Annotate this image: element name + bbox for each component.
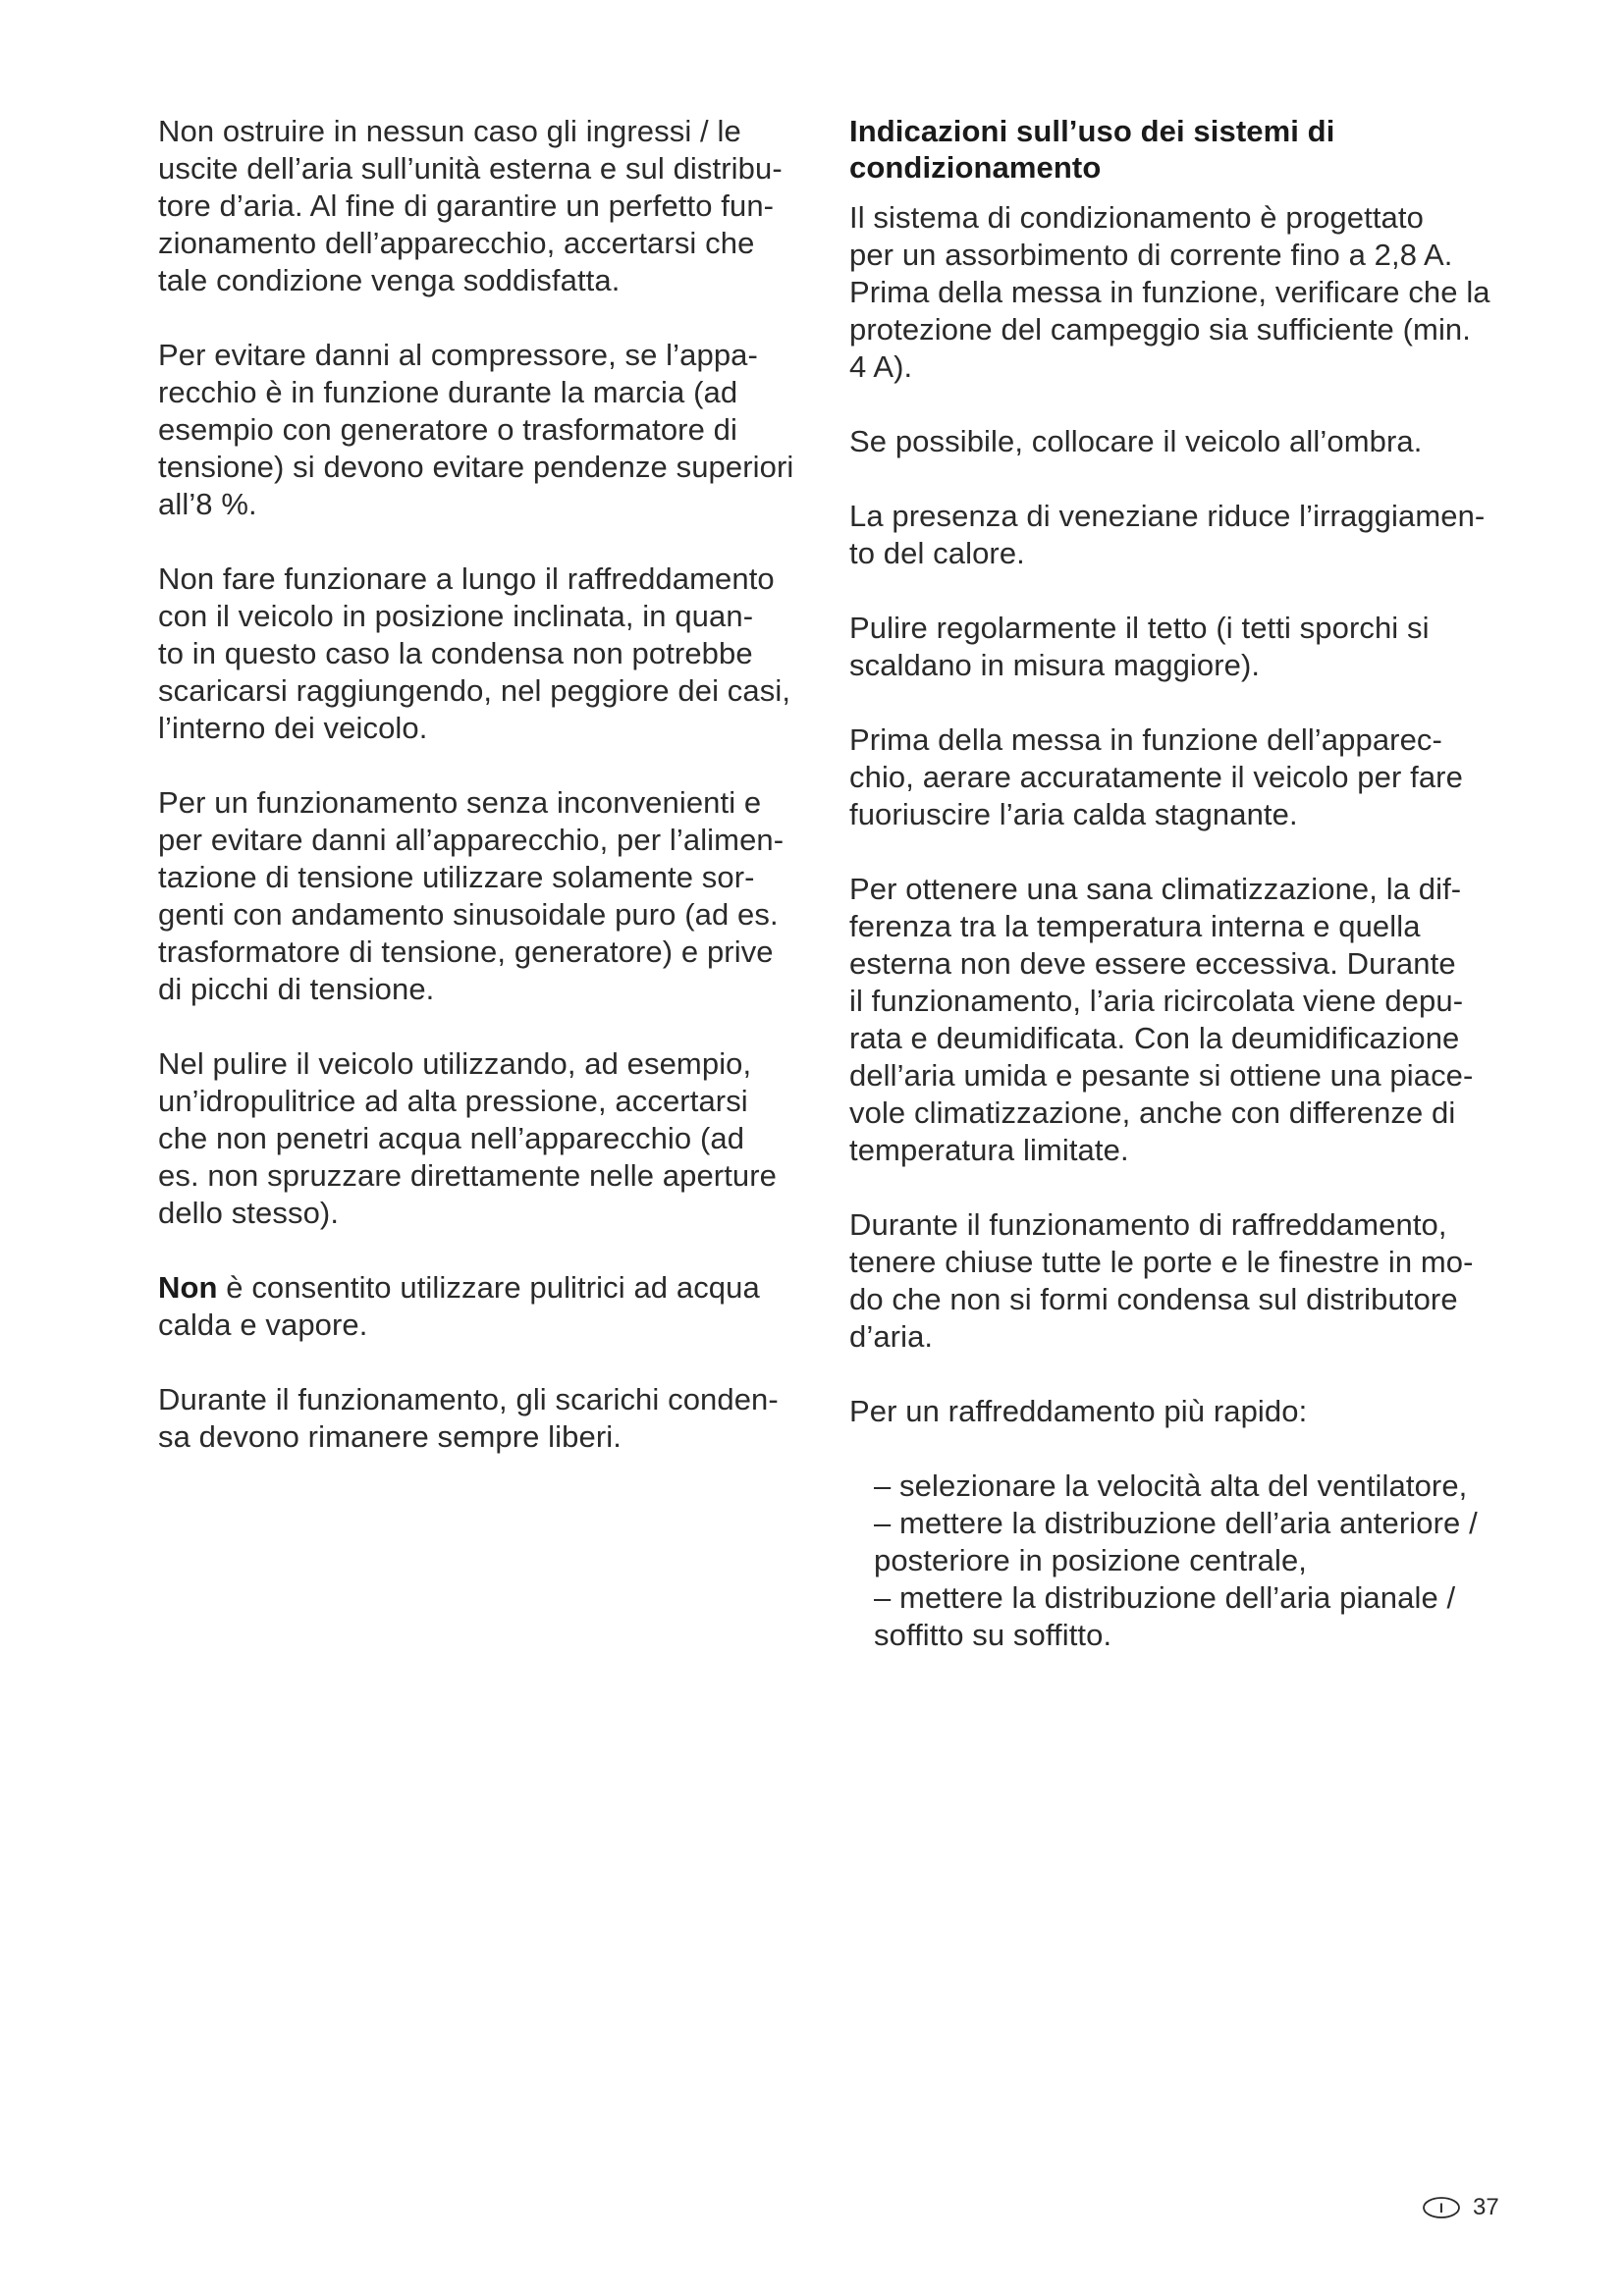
text-line: tensione) si devono evitare pendenze superiori	[158, 450, 794, 484]
text-fragment: è consentito utilizzare pulitrici ad acqua	[217, 1270, 760, 1305]
text-line: uscite dell’aria sull’unità esterna e sul distribu-	[158, 151, 783, 186]
text-line: trasformatore di tensione, generatore) e prive	[158, 934, 774, 969]
text-line: Prima della messa in funzione, verificare che la	[849, 275, 1490, 309]
section-heading	[849, 113, 1517, 186]
text-line: Prima della messa in funzione dell’apparec-	[849, 722, 1442, 757]
text-line: Pulire regolarmente il tetto (i tetti sporchi si	[849, 611, 1430, 645]
text-line: protezione del campeggio sia sufficiente (min.	[849, 312, 1471, 347]
text-line: con il veicolo in posizione inclinata, in quan-	[158, 599, 754, 633]
text-line: vole climatizzazione, anche con differenze di	[849, 1095, 1456, 1130]
list-item: – mettere la distribuzione dell’aria pianale /	[874, 1580, 1456, 1615]
text-line: zionamento dell’apparecchio, accertarsi che	[158, 226, 755, 260]
paragraph-steam-cleaners	[158, 1269, 816, 1344]
text-line: chio, aerare accuratamente il veicolo per fare	[849, 760, 1463, 794]
text-line: to del calore.	[849, 536, 1025, 570]
text-line: dell’aria umida e pesante si ottiene una piace-	[849, 1058, 1474, 1093]
text-line: ferenza tra la temperatura interna e quella	[849, 909, 1421, 943]
text-line: per evitare danni all’apparecchio, per l’alimen-	[158, 823, 785, 857]
text-line: Il sistema di condizionamento è progettato	[849, 200, 1424, 235]
text-line: Non ostruire in nessun caso gli ingressi / le	[158, 114, 741, 148]
page-footer	[1422, 2194, 1499, 2221]
paragraph-ventilate	[849, 721, 1517, 833]
text-line: temperatura limitate.	[849, 1133, 1129, 1167]
text-line: scaricarsi raggiungendo, nel peggiore dei casi,	[158, 673, 791, 708]
text-line: tale condizione venga soddisfatta.	[158, 263, 621, 297]
paragraph-inclined-vehicle	[158, 561, 816, 747]
text-line: Durante il funzionamento di raffreddamento,	[849, 1207, 1447, 1242]
list-item: – selezionare la velocità alta del ventilatore,	[874, 1468, 1468, 1503]
text-line: es. non spruzzare direttamente nelle aperture	[158, 1158, 778, 1193]
text-line: tenere chiuse tutte le porte e le finestre in mo-	[849, 1245, 1474, 1279]
paragraph-air-inlets	[158, 113, 816, 299]
paragraph-climate	[849, 871, 1517, 1169]
paragraph-cleaning	[158, 1045, 816, 1232]
paragraph-doors-windows	[849, 1206, 1517, 1356]
text-line: di picchi di tensione.	[158, 972, 435, 1006]
text-line: all’8 %.	[158, 487, 257, 521]
fast-cooling-list	[849, 1468, 1517, 1654]
left-column	[158, 113, 816, 1493]
text-line: tore d’aria. Al fine di garantire un perfetto fun-	[158, 188, 775, 223]
text-line: esempio con generatore o trasformatore di	[158, 412, 737, 447]
text-line: Per un raffreddamento più rapido:	[849, 1394, 1308, 1428]
text-line: d’aria.	[849, 1319, 934, 1354]
emphasis-non: Non	[158, 1270, 218, 1305]
text-line: l’interno dei veicolo.	[158, 711, 428, 745]
text-line: Non fare funzionare a lungo il raffreddamento	[158, 561, 775, 596]
list-item: soffitto su soffitto.	[874, 1618, 1112, 1652]
paragraph-shade	[849, 423, 1517, 460]
text-line: che non penetri acqua nell’apparecchio (ad	[158, 1121, 745, 1155]
language-badge-icon	[1422, 2196, 1461, 2219]
text-line: Per un funzionamento senza inconvenienti e	[158, 785, 762, 820]
text-line: 4 A).	[849, 349, 913, 384]
text-line: per un assorbimento di corrente fino a 2,8 A.	[849, 238, 1453, 272]
text-line: sa devono rimanere sempre liberi.	[158, 1419, 622, 1454]
text-line: Per ottenere una sana climatizzazione, la dif-	[849, 872, 1462, 906]
list-item: posteriore in posizione centrale,	[874, 1543, 1307, 1577]
text-line	[158, 1269, 816, 1307]
text-line: recchio è in funzione durante la marcia (ad	[158, 375, 738, 409]
page-number: 37	[1473, 2194, 1499, 2220]
text-line: tazione di tensione utilizzare solamente sor-	[158, 860, 755, 894]
text-line: rata e deumidificata. Con la deumidificazione	[849, 1021, 1460, 1055]
language-badge-letter: I	[1439, 2200, 1443, 2216]
paragraph-power-supply	[158, 784, 816, 1008]
heading-line: Indicazioni sull’uso dei sistemi di	[849, 114, 1335, 148]
paragraph-condensate-drains	[158, 1381, 816, 1456]
paragraph-blinds	[849, 498, 1517, 572]
list-item: – mettere la distribuzione dell’aria anteriore /	[874, 1506, 1478, 1540]
text-line: genti con andamento sinusoidale puro (ad es.	[158, 897, 779, 932]
text-line: do che non si formi condensa sul distributore	[849, 1282, 1458, 1316]
text-line: il funzionamento, l’aria ricircolata viene depu-	[849, 984, 1464, 1018]
text-line: Se possibile, collocare il veicolo all’ombra.	[849, 424, 1423, 458]
paragraph-fast-cooling	[849, 1393, 1517, 1430]
text-line: dello stesso).	[158, 1196, 340, 1230]
text-line: calda e vapore.	[158, 1308, 368, 1342]
text-line: La presenza di veneziane riduce l’irraggiamen-	[849, 499, 1486, 533]
paragraph-compressor	[158, 337, 816, 523]
text-line: to in questo caso la condensa non potrebbe	[158, 636, 753, 670]
paragraph-current-draw	[849, 199, 1517, 386]
text-line: fuoriuscire l’aria calda stagnante.	[849, 797, 1298, 831]
text-line: un’idropulitrice ad alta pressione, accertarsi	[158, 1084, 748, 1118]
text-line: scaldano in misura maggiore).	[849, 648, 1261, 682]
text-line: esterna non deve essere eccessiva. Durante	[849, 946, 1456, 981]
heading-line: condizionamento	[849, 150, 1102, 185]
text-line: Durante il funzionamento, gli scarichi conden-	[158, 1382, 779, 1416]
right-column	[849, 113, 1517, 1654]
text-line: Nel pulire il veicolo utilizzando, ad esempio,	[158, 1046, 752, 1081]
text-line: Per evitare danni al compressore, se l’appa-	[158, 338, 758, 372]
paragraph-roof-cleaning	[849, 610, 1517, 684]
